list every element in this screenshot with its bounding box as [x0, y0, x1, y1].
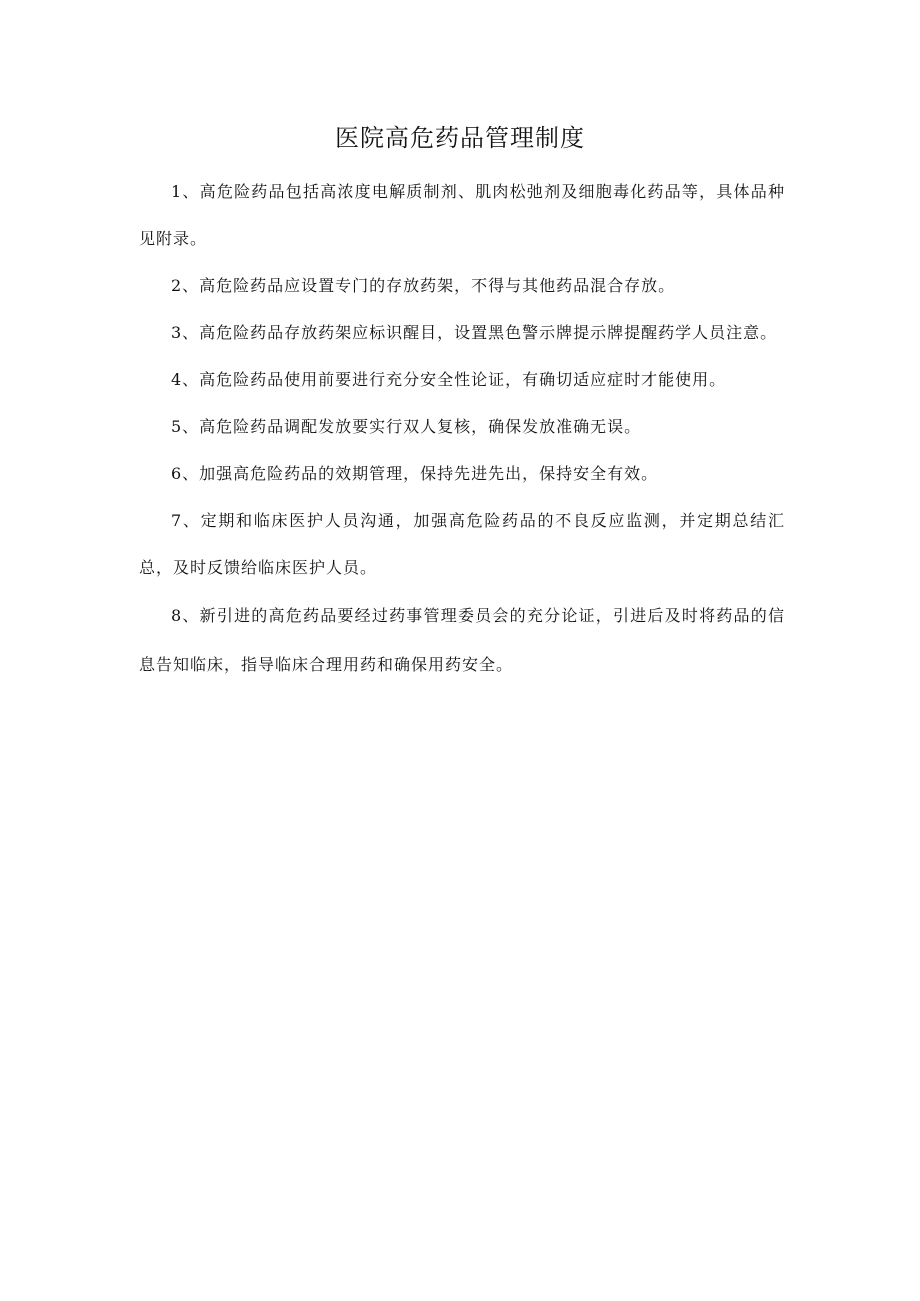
rule-item-1: 1、高危险药品包括高浓度电解质制剂、肌肉松弛剂及细胞毒化药品等，具体品种见附录。: [139, 182, 785, 248]
rule-item-6: 6、加强高危险药品的效期管理，保持先进先出，保持安全有效。: [171, 464, 659, 483]
rule-item-8: 8、新引进的高危药品要经过药事管理委员会的充分论证，引进后及时将药品的信息告知临床，指导临床合理用药和确保用药安全。: [139, 606, 785, 674]
rule-item-4: 4、高危险药品使用前要进行充分安全性论证，有确切适应症时才能使用。: [171, 370, 727, 389]
rule-item-5: 5、高危险药品调配发放要实行双人复核，确保发放准确无误。: [171, 417, 642, 436]
rules-list: [139, 168, 785, 689]
document-title: 医院高危药品管理制度: [335, 124, 585, 152]
rule-item-2: 2、高危险药品应设置专门的存放药架，不得与其他药品混合存放。: [171, 276, 676, 295]
rule-item-3: 3、高危险药品存放药架应标识醒目，设置黑色警示牌提示牌提醒药学人员注意。: [171, 323, 778, 342]
rule-item-7: 7、定期和临床医护人员沟通，加强高危险药品的不良反应监测，并定期总结汇总，及时反馈给临床医护人员。: [139, 511, 785, 577]
